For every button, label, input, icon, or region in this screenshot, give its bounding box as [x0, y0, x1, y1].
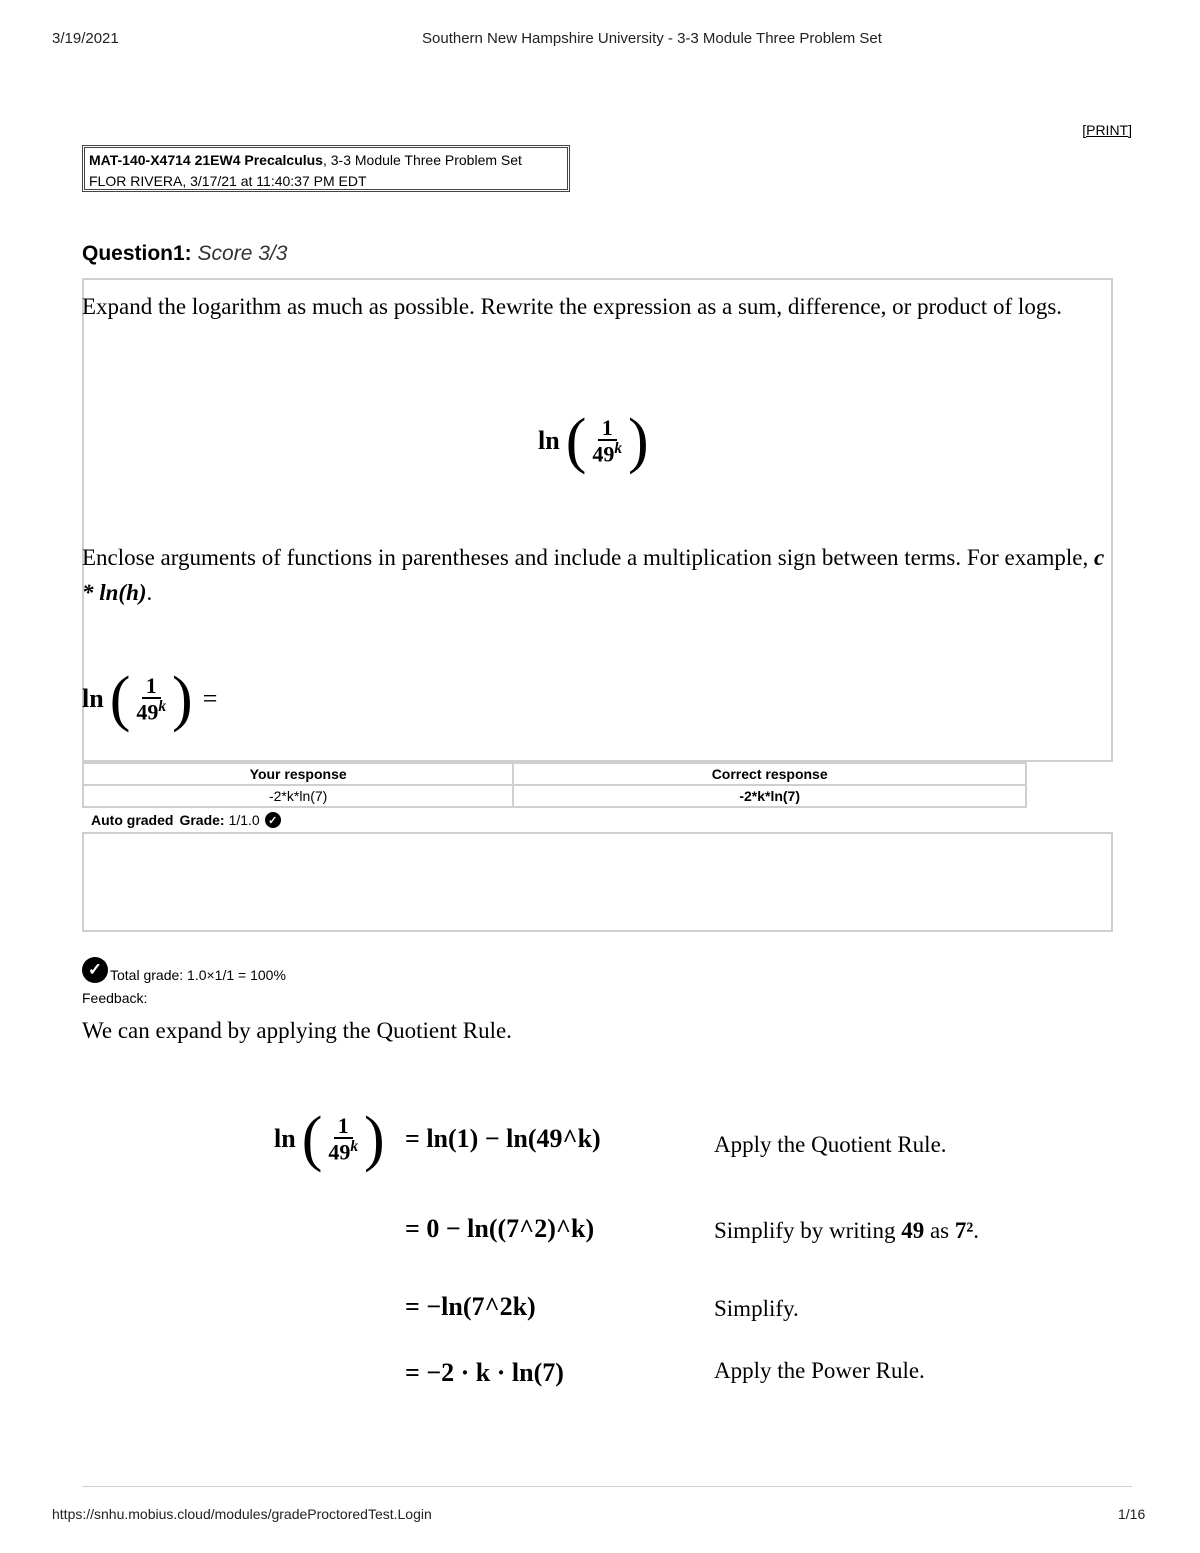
fraction-exponent: k [158, 697, 167, 715]
correct-response-value: -2*k*ln(7) [513, 785, 1026, 807]
course-name: MAT-140-X4714 21EW4 Precalculus [89, 152, 323, 168]
table-row [83, 785, 1026, 807]
your-response-value: -2*k*ln(7) [83, 785, 513, 807]
question-label: Question1: [82, 242, 192, 265]
question-instruction [82, 540, 1112, 610]
auto-graded-label: Auto graded [91, 812, 174, 828]
step-2-value-a: 49 [901, 1218, 925, 1243]
header-correct-response: Correct response [513, 763, 1026, 785]
fraction-numerator: 1 [334, 1114, 353, 1139]
step-2-value-b: 7² [954, 1218, 974, 1243]
question-expression: ln ( $\frac{1}{49^k}$ ) [538, 407, 649, 475]
grade-label: Grade: [179, 812, 225, 828]
check-circle-icon: ✓ [82, 957, 108, 983]
fraction-numerator: 1 [598, 416, 617, 441]
question-prompt: Expand the logarithm as much as possible. Rewrite the expression as a sum, difference, or product of logs. [82, 294, 1063, 319]
instruction-end: . [146, 580, 153, 605]
step-1-description: Apply the Quotient Rule. [714, 1132, 947, 1157]
assignment-name: , 3-3 Module Three Problem Set [322, 152, 522, 168]
footer-divider [82, 1486, 1132, 1487]
ln-label: ln [538, 426, 560, 455]
step-3-description: Simplify. [714, 1296, 799, 1321]
page-url: https://snhu.mobius.cloud/modules/gradeProctoredTest.Login [52, 1506, 432, 1522]
grade-value: 1/1.0 [228, 812, 260, 828]
answer-expression: ln ( $\frac{1}{49^k}$ ) = [82, 665, 218, 733]
fraction-exponent: k [614, 439, 623, 457]
question-score: Score 3/3 [197, 242, 288, 265]
grade-line [91, 812, 281, 828]
check-circle-icon: ✓ [265, 812, 281, 828]
print-title: Southern New Hampshire University - 3-3 Module Three Problem Set [422, 30, 882, 47]
equals-sign: = [202, 684, 218, 713]
comment-box [82, 832, 1113, 932]
step-2-text: Simplify by writing [714, 1218, 896, 1243]
total-grade-line [82, 957, 286, 983]
step-4-expression: = −2 · k · ln(7) [405, 1358, 564, 1387]
step-1-lhs: ln ( $\frac{1}{49^k}$ ) [274, 1105, 385, 1173]
response-table [82, 762, 1027, 808]
print-link[interactable]: [PRINT] [1082, 122, 1132, 138]
fraction-numerator: 1 [142, 674, 161, 699]
step-2-description [714, 1218, 979, 1244]
ln-label: ln [82, 684, 104, 713]
question-title [82, 242, 287, 266]
step-1-expression: = ln(1) − ln(49^k) [405, 1124, 601, 1153]
step-2-expression: = 0 − ln((7^2)^k) [405, 1214, 595, 1243]
student-line: FLOR RIVERA, 3/17/21 at 11:40:37 PM EDT [89, 173, 367, 189]
print-date: 3/19/2021 [52, 30, 119, 47]
step-2-as: as [929, 1218, 950, 1243]
total-grade: Total grade: 1.0×1/1 = 100% [110, 967, 286, 983]
example-expression: c * ln(h) [82, 545, 1105, 605]
step-4-description: Apply the Power Rule. [714, 1358, 925, 1383]
feedback-intro: We can expand by applying the Quotient Rule. [82, 1018, 512, 1043]
step-3-expression: = −ln(7^2k) [405, 1292, 536, 1321]
fraction-denominator: 49 [592, 441, 615, 467]
question-box [82, 278, 1113, 762]
course-info-box [82, 145, 570, 192]
fraction-denominator: 49 [328, 1139, 351, 1165]
ln-label: ln [274, 1124, 296, 1153]
step-2-end: . [973, 1218, 980, 1243]
page-number: 1/16 [1118, 1506, 1146, 1522]
feedback-label: Feedback: [82, 990, 148, 1006]
header-your-response: Your response [83, 763, 513, 785]
fraction-denominator: 49 [136, 699, 159, 725]
fraction-exponent: k [350, 1137, 359, 1155]
instruction-text: Enclose arguments of functions in parentheses and include a multiplication sign between terms. For example, [82, 545, 1089, 570]
table-header-row [83, 763, 1026, 785]
